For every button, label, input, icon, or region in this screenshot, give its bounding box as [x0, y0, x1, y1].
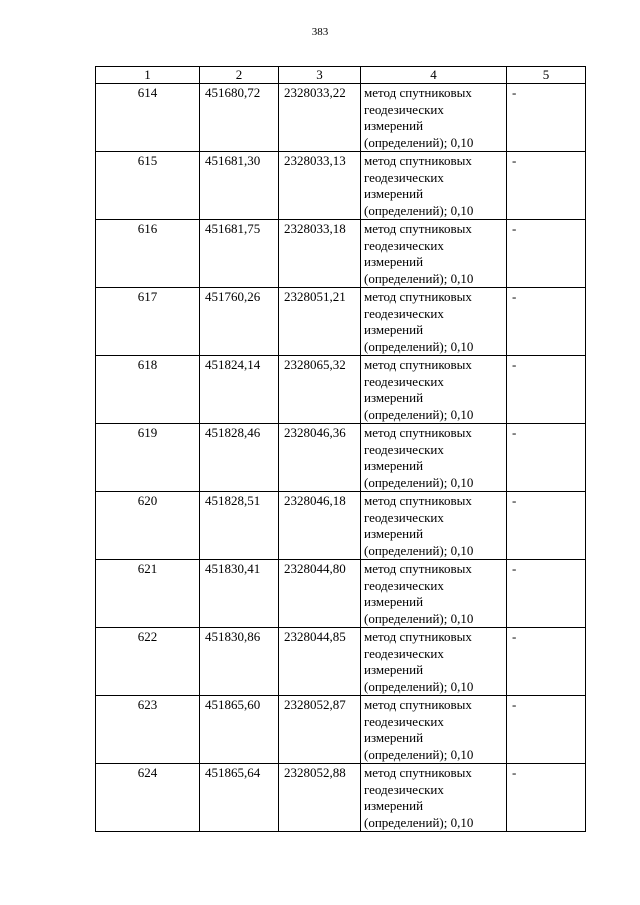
y-coordinate-cell: 2328044,80 — [279, 560, 361, 628]
method-cell: метод спутниковых геодезических измерений (определений); 0,10 — [361, 356, 507, 424]
point-number-cell: 618 — [96, 356, 200, 424]
table-row — [96, 560, 586, 628]
y-coordinate-cell: 2328052,87 — [279, 696, 361, 764]
page-number: 383 — [311, 26, 329, 38]
table-header — [96, 67, 586, 84]
x-coordinate-cell: 451830,86 — [200, 628, 279, 696]
note-cell: - — [507, 764, 586, 832]
note-cell: - — [507, 696, 586, 764]
y-coordinate-cell: 2328033,13 — [279, 152, 361, 220]
table-row — [96, 356, 586, 424]
coordinates-table — [95, 66, 586, 832]
y-coordinate-cell: 2328046,18 — [279, 492, 361, 560]
point-number-cell: 614 — [96, 84, 200, 152]
note-cell: - — [507, 628, 586, 696]
table-body — [96, 84, 586, 832]
header-col-1: 1 — [96, 67, 200, 84]
method-cell: метод спутниковых геодезических измерений (определений); 0,10 — [361, 628, 507, 696]
note-cell: - — [507, 152, 586, 220]
note-cell: - — [507, 492, 586, 560]
table-row — [96, 424, 586, 492]
note-cell: - — [507, 424, 586, 492]
header-col-4: 4 — [361, 67, 507, 84]
x-coordinate-cell: 451828,46 — [200, 424, 279, 492]
table-row — [96, 84, 586, 152]
method-cell: метод спутниковых геодезических измерений (определений); 0,10 — [361, 152, 507, 220]
table-row — [96, 492, 586, 560]
method-cell: метод спутниковых геодезических измерений (определений); 0,10 — [361, 560, 507, 628]
method-cell: метод спутниковых геодезических измерений (определений); 0,10 — [361, 492, 507, 560]
table-row — [96, 628, 586, 696]
table-row — [96, 764, 586, 832]
point-number-cell: 623 — [96, 696, 200, 764]
x-coordinate-cell: 451760,26 — [200, 288, 279, 356]
header-col-5: 5 — [507, 67, 586, 84]
x-coordinate-cell: 451681,75 — [200, 220, 279, 288]
x-coordinate-cell: 451865,60 — [200, 696, 279, 764]
point-number-cell: 619 — [96, 424, 200, 492]
header-col-2: 2 — [200, 67, 279, 84]
y-coordinate-cell: 2328046,36 — [279, 424, 361, 492]
method-cell: метод спутниковых геодезических измерений (определений); 0,10 — [361, 288, 507, 356]
y-coordinate-cell: 2328052,88 — [279, 764, 361, 832]
note-cell: - — [507, 84, 586, 152]
point-number-cell: 624 — [96, 764, 200, 832]
point-number-cell: 616 — [96, 220, 200, 288]
table-row — [96, 152, 586, 220]
x-coordinate-cell: 451681,30 — [200, 152, 279, 220]
x-coordinate-cell: 451828,51 — [200, 492, 279, 560]
table-row — [96, 288, 586, 356]
method-cell: метод спутниковых геодезических измерений (определений); 0,10 — [361, 764, 507, 832]
y-coordinate-cell: 2328051,21 — [279, 288, 361, 356]
header-col-3: 3 — [279, 67, 361, 84]
point-number-cell: 622 — [96, 628, 200, 696]
x-coordinate-cell: 451824,14 — [200, 356, 279, 424]
y-coordinate-cell: 2328065,32 — [279, 356, 361, 424]
method-cell: метод спутниковых геодезических измерений (определений); 0,10 — [361, 696, 507, 764]
method-cell: метод спутниковых геодезических измерений (определений); 0,10 — [361, 424, 507, 492]
table-row — [96, 696, 586, 764]
point-number-cell: 615 — [96, 152, 200, 220]
method-cell: метод спутниковых геодезических измерений (определений); 0,10 — [361, 220, 507, 288]
y-coordinate-cell: 2328033,18 — [279, 220, 361, 288]
x-coordinate-cell: 451680,72 — [200, 84, 279, 152]
point-number-cell: 621 — [96, 560, 200, 628]
point-number-cell: 620 — [96, 492, 200, 560]
note-cell: - — [507, 220, 586, 288]
note-cell: - — [507, 288, 586, 356]
table-row — [96, 220, 586, 288]
note-cell: - — [507, 560, 586, 628]
x-coordinate-cell: 451830,41 — [200, 560, 279, 628]
x-coordinate-cell: 451865,64 — [200, 764, 279, 832]
y-coordinate-cell: 2328033,22 — [279, 84, 361, 152]
method-cell: метод спутниковых геодезических измерений (определений); 0,10 — [361, 84, 507, 152]
point-number-cell: 617 — [96, 288, 200, 356]
note-cell: - — [507, 356, 586, 424]
y-coordinate-cell: 2328044,85 — [279, 628, 361, 696]
